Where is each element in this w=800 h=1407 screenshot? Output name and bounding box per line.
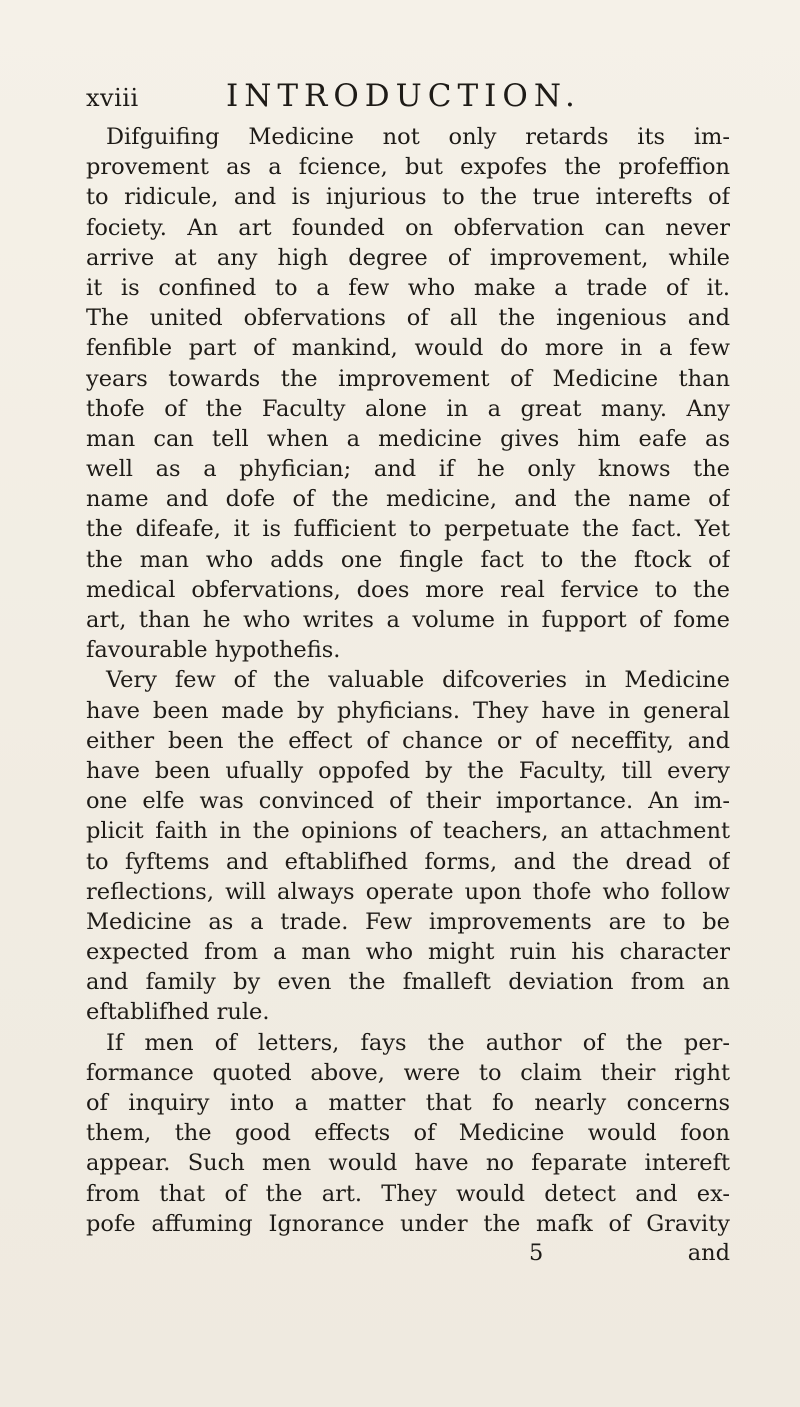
text-line: The united obfervations of all the ingenious and [86, 305, 730, 332]
text-line: to ridicule, and is injurious to the true interefts of [86, 184, 730, 211]
text-line: of inquiry into a matter that fo nearly concerns [86, 1090, 730, 1116]
body-text [86, 122, 730, 1239]
text-line: thofe of the Faculty alone in a great many. Any [86, 395, 730, 422]
text-line: name and dofe of the medicine, and the name of [86, 486, 730, 513]
text-line: arrive at any high degree of improvement, while [86, 244, 730, 271]
text-line: reflections, will always operate upon thofe who follow [86, 878, 730, 905]
text-line: them, the good effects of Medicine would foon [86, 1120, 730, 1147]
text-line: well as a phyfician; and if he only knows the [86, 456, 730, 483]
text-line: the difeafe, it is fufficient to perpetuate the fact. Yet [86, 516, 730, 543]
text-line: have been ufually oppofed by the Faculty, till every [86, 757, 730, 784]
text-line: the man who adds one fingle fact to the ftock of [86, 546, 730, 573]
text-line: provement as a fcience, but expofes the profeffion [86, 154, 730, 181]
text-line: appear. Such men would have no feparate intereft [86, 1150, 730, 1177]
text-line: Difguifing Medicine not only retards its im- [106, 124, 730, 150]
signature-mark: 5 [529, 1239, 544, 1266]
page-number: xviii [86, 84, 139, 112]
text-line: expected from a man who might ruin his character [86, 939, 730, 966]
catchline [86, 1239, 730, 1267]
catchword: and [687, 1239, 730, 1266]
page-header [86, 78, 730, 118]
text-line: plicit faith in the opinions of teachers, an attachment [86, 818, 730, 845]
text-line: it is confined to a few who make a trade of it. [86, 274, 730, 301]
text-line: pofe affuming Ignorance under the mafk of Gravity [86, 1210, 730, 1237]
text-line: have been made by phyficians. They have in general [86, 697, 730, 724]
running-title: INTRODUCTION. [226, 78, 581, 114]
text-line: Medicine as a trade. Few improvements are to be [86, 908, 730, 935]
text-line: formance quoted above, were to claim their right [86, 1059, 730, 1086]
text-line: Very few of the valuable difcoveries in Medicine [106, 667, 730, 694]
text-line: either been the effect of chance or of neceffity, and [86, 727, 730, 754]
text-line: art, than he who writes a volume in fupport of fome [86, 607, 730, 633]
text-line: years towards the improvement of Medicine than [86, 365, 730, 392]
text-line: eftablifhed rule. [86, 999, 270, 1026]
text-line: and family by even the fmalleft deviation from an [86, 969, 730, 996]
text-line: fociety. An art founded on obfervation can never [86, 214, 730, 241]
text-line: favourable hypothefis. [86, 637, 341, 664]
text-line: man can tell when a medicine gives him eafe as [86, 425, 730, 452]
text-line: medical obfervations, does more real fervice to the [86, 576, 730, 603]
text-line: If men of letters, fays the author of the per- [106, 1029, 730, 1056]
text-line: fenfible part of mankind, would do more in a few [86, 335, 730, 362]
text-line: one elfe was convinced of their importance. An im- [86, 788, 730, 815]
text-line: to fyftems and eftablifhed forms, and the dread of [86, 848, 730, 875]
text-line: from that of the art. They would detect and ex- [86, 1180, 730, 1207]
